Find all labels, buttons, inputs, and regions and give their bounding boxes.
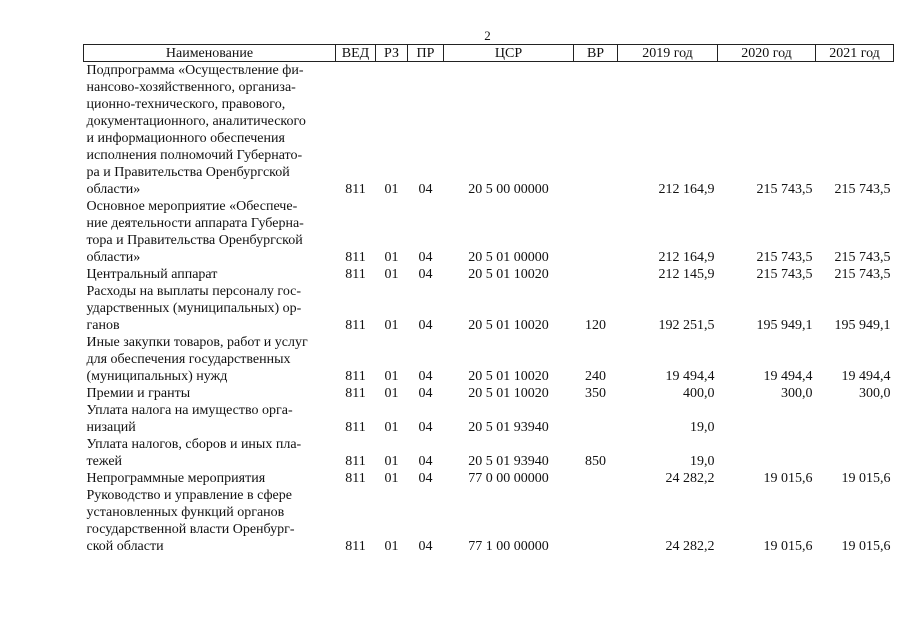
cell-vr: [574, 62, 618, 199]
table-row: [84, 470, 894, 487]
cell-vr: 350: [585, 386, 606, 401]
cell-2021: 215 743,5: [834, 267, 891, 282]
cell-2021: [816, 402, 894, 436]
header-rz: РЗ: [376, 45, 408, 62]
cell-2020: 19 015,6: [763, 471, 813, 486]
cell-csr: 77 0 00 00000: [468, 471, 549, 486]
cell-ved: 811: [345, 318, 366, 333]
cell-vr: [574, 266, 618, 283]
cell-vr: 240: [585, 369, 606, 384]
cell-ved: 811: [345, 369, 366, 384]
cell-name: Премии и гранты: [86, 386, 191, 401]
cell-2020: 19 015,6: [763, 539, 813, 554]
cell-2020: [718, 402, 816, 436]
cell-2020: 19 494,4: [763, 369, 813, 384]
cell-rz: 01: [384, 182, 399, 197]
cell-vr: 120: [585, 318, 606, 333]
cell-pr: 04: [418, 267, 433, 282]
cell-vr: 850: [585, 454, 606, 469]
table-body: [84, 62, 894, 556]
cell-name: Непрограммные мероприятия: [86, 471, 266, 486]
header-name: Наименование: [84, 45, 336, 62]
budget-table: [83, 44, 894, 555]
cell-2021: 19 015,6: [841, 539, 891, 554]
table-row: [84, 487, 894, 555]
table-row: [84, 283, 894, 334]
cell-rz: 01: [384, 318, 399, 333]
cell-vr: [574, 487, 618, 555]
cell-csr: 77 1 00 00000: [468, 539, 549, 554]
cell-name: Иные закупки товаров, работ и услуг для обеспечения государственных (муниципальных) нужд: [86, 335, 308, 384]
cell-csr: 20 5 01 10020: [468, 318, 549, 333]
cell-csr: 20 5 01 10020: [468, 386, 549, 401]
cell-name: Подпрограмма «Осуществление фи- нансово-хозяйственного, организа- ционно-технического, правового, документационного, аналитического и информационного обеспечения исполнения полномочий Губернато- ра и Правительства Оренбургской области»: [86, 63, 306, 197]
cell-rz: 01: [384, 420, 399, 435]
table-row: [84, 436, 894, 470]
cell-pr: 04: [418, 471, 433, 486]
cell-2019: 19,0: [690, 454, 715, 469]
cell-2019: 24 282,2: [665, 471, 715, 486]
cell-ved: 811: [345, 454, 366, 469]
cell-2019: 400,0: [683, 386, 715, 401]
table-row: [84, 402, 894, 436]
cell-2021: 195 949,1: [834, 318, 891, 333]
cell-pr: 04: [418, 539, 433, 554]
cell-2020: [718, 436, 816, 470]
cell-2020: 215 743,5: [756, 250, 813, 265]
cell-vr: [574, 470, 618, 487]
page-number: 2: [484, 28, 491, 43]
cell-2021: [816, 436, 894, 470]
header-2021: 2021 год: [816, 45, 894, 62]
cell-2019: 24 282,2: [665, 539, 715, 554]
cell-pr: 04: [418, 250, 433, 265]
cell-ved: 811: [345, 420, 366, 435]
cell-2019: 192 251,5: [658, 318, 715, 333]
header-pr: ПР: [408, 45, 444, 62]
header-vr: ВР: [574, 45, 618, 62]
cell-name: Уплата налогов, сборов и иных пла- тежей: [86, 437, 302, 469]
cell-name: Основное мероприятие «Обеспече- ние деятельности аппарата Губерна- тора и Правительства Оренбургской области»: [86, 199, 304, 265]
cell-name: Уплата налога на имущество орга- низаций: [86, 403, 293, 435]
cell-2020: 195 949,1: [756, 318, 813, 333]
cell-rz: 01: [384, 539, 399, 554]
cell-2021: 19 494,4: [841, 369, 891, 384]
table-header: [84, 45, 894, 62]
cell-2019: 19 494,4: [665, 369, 715, 384]
cell-name: Руководство и управление в сфере установленных функций органов государственной власти Оренбург- ской области: [86, 488, 295, 554]
cell-2020: 215 743,5: [756, 182, 813, 197]
cell-ved: 811: [345, 471, 366, 486]
cell-2020: 300,0: [781, 386, 813, 401]
cell-ved: 811: [345, 182, 366, 197]
cell-csr: 20 5 01 93940: [468, 420, 549, 435]
cell-pr: 04: [418, 182, 433, 197]
cell-csr: 20 5 00 00000: [468, 182, 549, 197]
cell-rz: 01: [384, 250, 399, 265]
table-row: [84, 266, 894, 283]
cell-ved: 811: [345, 250, 366, 265]
cell-vr: [574, 402, 618, 436]
cell-pr: 04: [418, 420, 433, 435]
cell-ved: 811: [345, 386, 366, 401]
cell-2021: 19 015,6: [841, 471, 891, 486]
header-2020: 2020 год: [718, 45, 816, 62]
cell-rz: 01: [384, 267, 399, 282]
cell-2021: 300,0: [859, 386, 891, 401]
cell-2019: 212 145,9: [658, 267, 715, 282]
cell-name: Расходы на выплаты персоналу гос- ударственных (муниципальных) ор- ганов: [86, 284, 302, 333]
table-row: [84, 334, 894, 385]
cell-2019: 212 164,9: [658, 250, 715, 265]
cell-ved: 811: [345, 539, 366, 554]
cell-2021: 215 743,5: [834, 182, 891, 197]
table-row: [84, 385, 894, 402]
cell-name: Центральный аппарат: [86, 267, 218, 282]
cell-2019: 212 164,9: [658, 182, 715, 197]
cell-csr: 20 5 01 10020: [468, 369, 549, 384]
cell-vr: [574, 198, 618, 266]
cell-rz: 01: [384, 369, 399, 384]
cell-ved: 811: [345, 267, 366, 282]
cell-2019: 19,0: [690, 420, 715, 435]
table-row: [84, 62, 894, 199]
cell-csr: 20 5 01 93940: [468, 454, 549, 469]
cell-csr: 20 5 01 10020: [468, 267, 549, 282]
cell-pr: 04: [418, 369, 433, 384]
cell-2020: 215 743,5: [756, 267, 813, 282]
header-2019: 2019 год: [618, 45, 718, 62]
cell-csr: 20 5 01 00000: [468, 250, 549, 265]
cell-rz: 01: [384, 454, 399, 469]
cell-pr: 04: [418, 318, 433, 333]
header-ved: ВЕД: [336, 45, 376, 62]
cell-pr: 04: [418, 386, 433, 401]
table-row: [84, 198, 894, 266]
cell-pr: 04: [418, 454, 433, 469]
cell-rz: 01: [384, 471, 399, 486]
header-csr: ЦСР: [444, 45, 574, 62]
cell-2021: 215 743,5: [834, 250, 891, 265]
cell-rz: 01: [384, 386, 399, 401]
